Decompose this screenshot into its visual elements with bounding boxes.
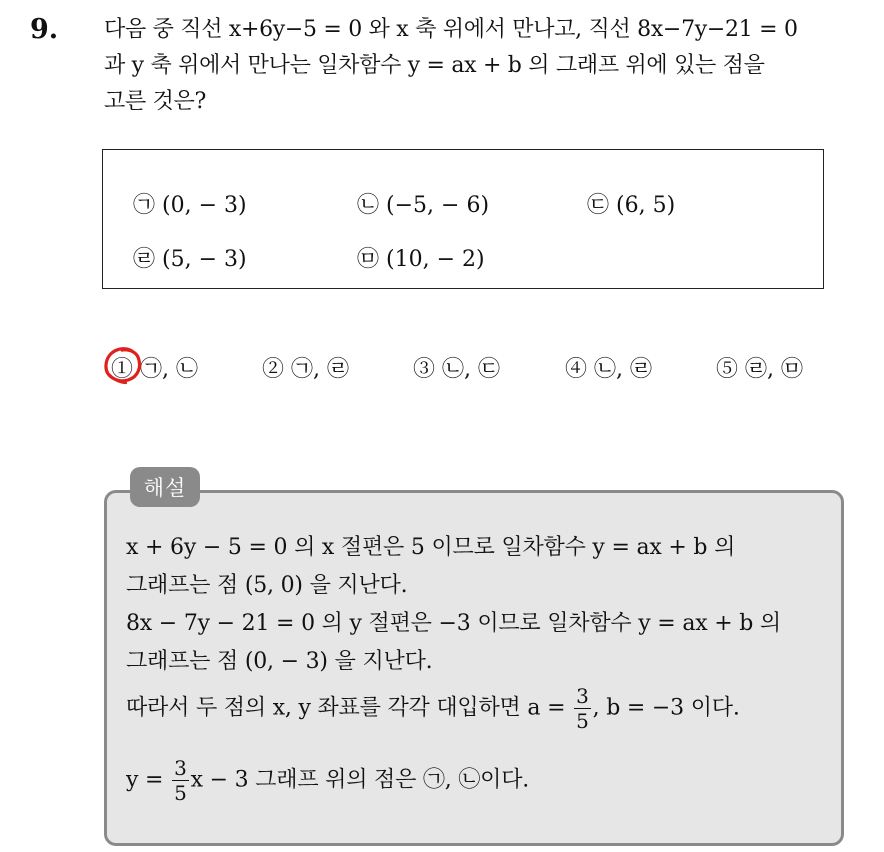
item-c-value: (6, 5) [616, 193, 676, 218]
fraction-a-numerator: 3 [576, 684, 589, 708]
choice-4[interactable] [565, 352, 652, 383]
item-b-label: ㉡ [357, 193, 380, 218]
item-c-label: ㉢ [587, 193, 610, 218]
question-line-1: 다음 중 직선 x+6y−5 = 0 와 x 축 위에서 만나고, 직선 8x−7y−21 = 0 [104, 17, 798, 42]
solution-line-1: x + 6y − 5 = 0 의 x 절편은 5 이므로 일차함수 y = ax + b 의 [126, 535, 736, 560]
solution-tab-label: 해설 [130, 467, 200, 507]
choice-5[interactable] [716, 352, 803, 383]
item-b [357, 188, 489, 219]
choice-4-number: ④ [565, 357, 588, 382]
item-e [357, 242, 485, 273]
item-a-value: (0, − 3) [162, 193, 247, 218]
fraction-a [574, 686, 591, 731]
fraction-slope-denominator: 5 [174, 781, 187, 805]
choice-3-text: ㉡, ㉢ [442, 357, 501, 382]
fraction-slope [172, 758, 189, 803]
solution-line-5-pre: 따라서 두 점의 x, y 좌표를 각각 대입하면 a = [126, 695, 566, 721]
question-number: 9. [30, 14, 59, 45]
solution-line-3: 8x − 7y − 21 = 0 의 y 절편은 −3 이므로 일차함수 y = ax + b 의 [126, 611, 781, 636]
choice-5-number: ⑤ [716, 357, 739, 382]
item-d [133, 242, 247, 273]
question-text [104, 12, 874, 120]
solution-line-2: 그래프는 점 (5, 0) 을 지난다. [126, 573, 408, 598]
item-a [133, 188, 247, 219]
solution-line-5-post: , b = −3 이다. [592, 695, 740, 721]
item-d-label: ㉣ [133, 247, 156, 272]
item-e-value: (10, − 2) [386, 247, 485, 272]
solution-line-5 [126, 686, 740, 731]
solution-line-6-post: x − 3 그래프 위의 점은 ㉠, ㉡이다. [190, 767, 530, 793]
fraction-slope-numerator: 3 [174, 756, 187, 780]
answer-mark-circle [102, 345, 146, 385]
choice-3-number: ③ [413, 357, 436, 382]
item-a-label: ㉠ [133, 193, 156, 218]
choice-2[interactable] [262, 352, 349, 383]
item-d-value: (5, − 3) [162, 247, 247, 272]
question-line-3: 고른 것은? [104, 89, 206, 114]
solution-line-4: 그래프는 점 (0, − 3) 을 지난다. [126, 649, 433, 674]
solution-line-6-pre: y = [126, 767, 164, 793]
fraction-a-denominator: 5 [576, 709, 589, 733]
choice-5-text: ㉣, ㉤ [745, 357, 804, 382]
item-e-label: ㉤ [357, 247, 380, 272]
item-b-value: (−5, − 6) [386, 193, 490, 218]
solution-line-6 [126, 758, 529, 803]
choice-1-text: ㉠, ㉡ [140, 357, 199, 382]
choice-4-text: ㉡, ㉣ [594, 357, 653, 382]
items-box [102, 149, 824, 289]
item-c [587, 188, 675, 219]
choice-2-text: ㉠, ㉣ [291, 357, 350, 382]
choice-3[interactable] [413, 352, 500, 383]
question-line-2: 과 y 축 위에서 만나는 일차함수 y = ax + b 의 그래프 위에 있는 점을 [104, 53, 765, 78]
choice-2-number: ② [262, 357, 285, 382]
choice-1-number: ① [111, 357, 134, 382]
